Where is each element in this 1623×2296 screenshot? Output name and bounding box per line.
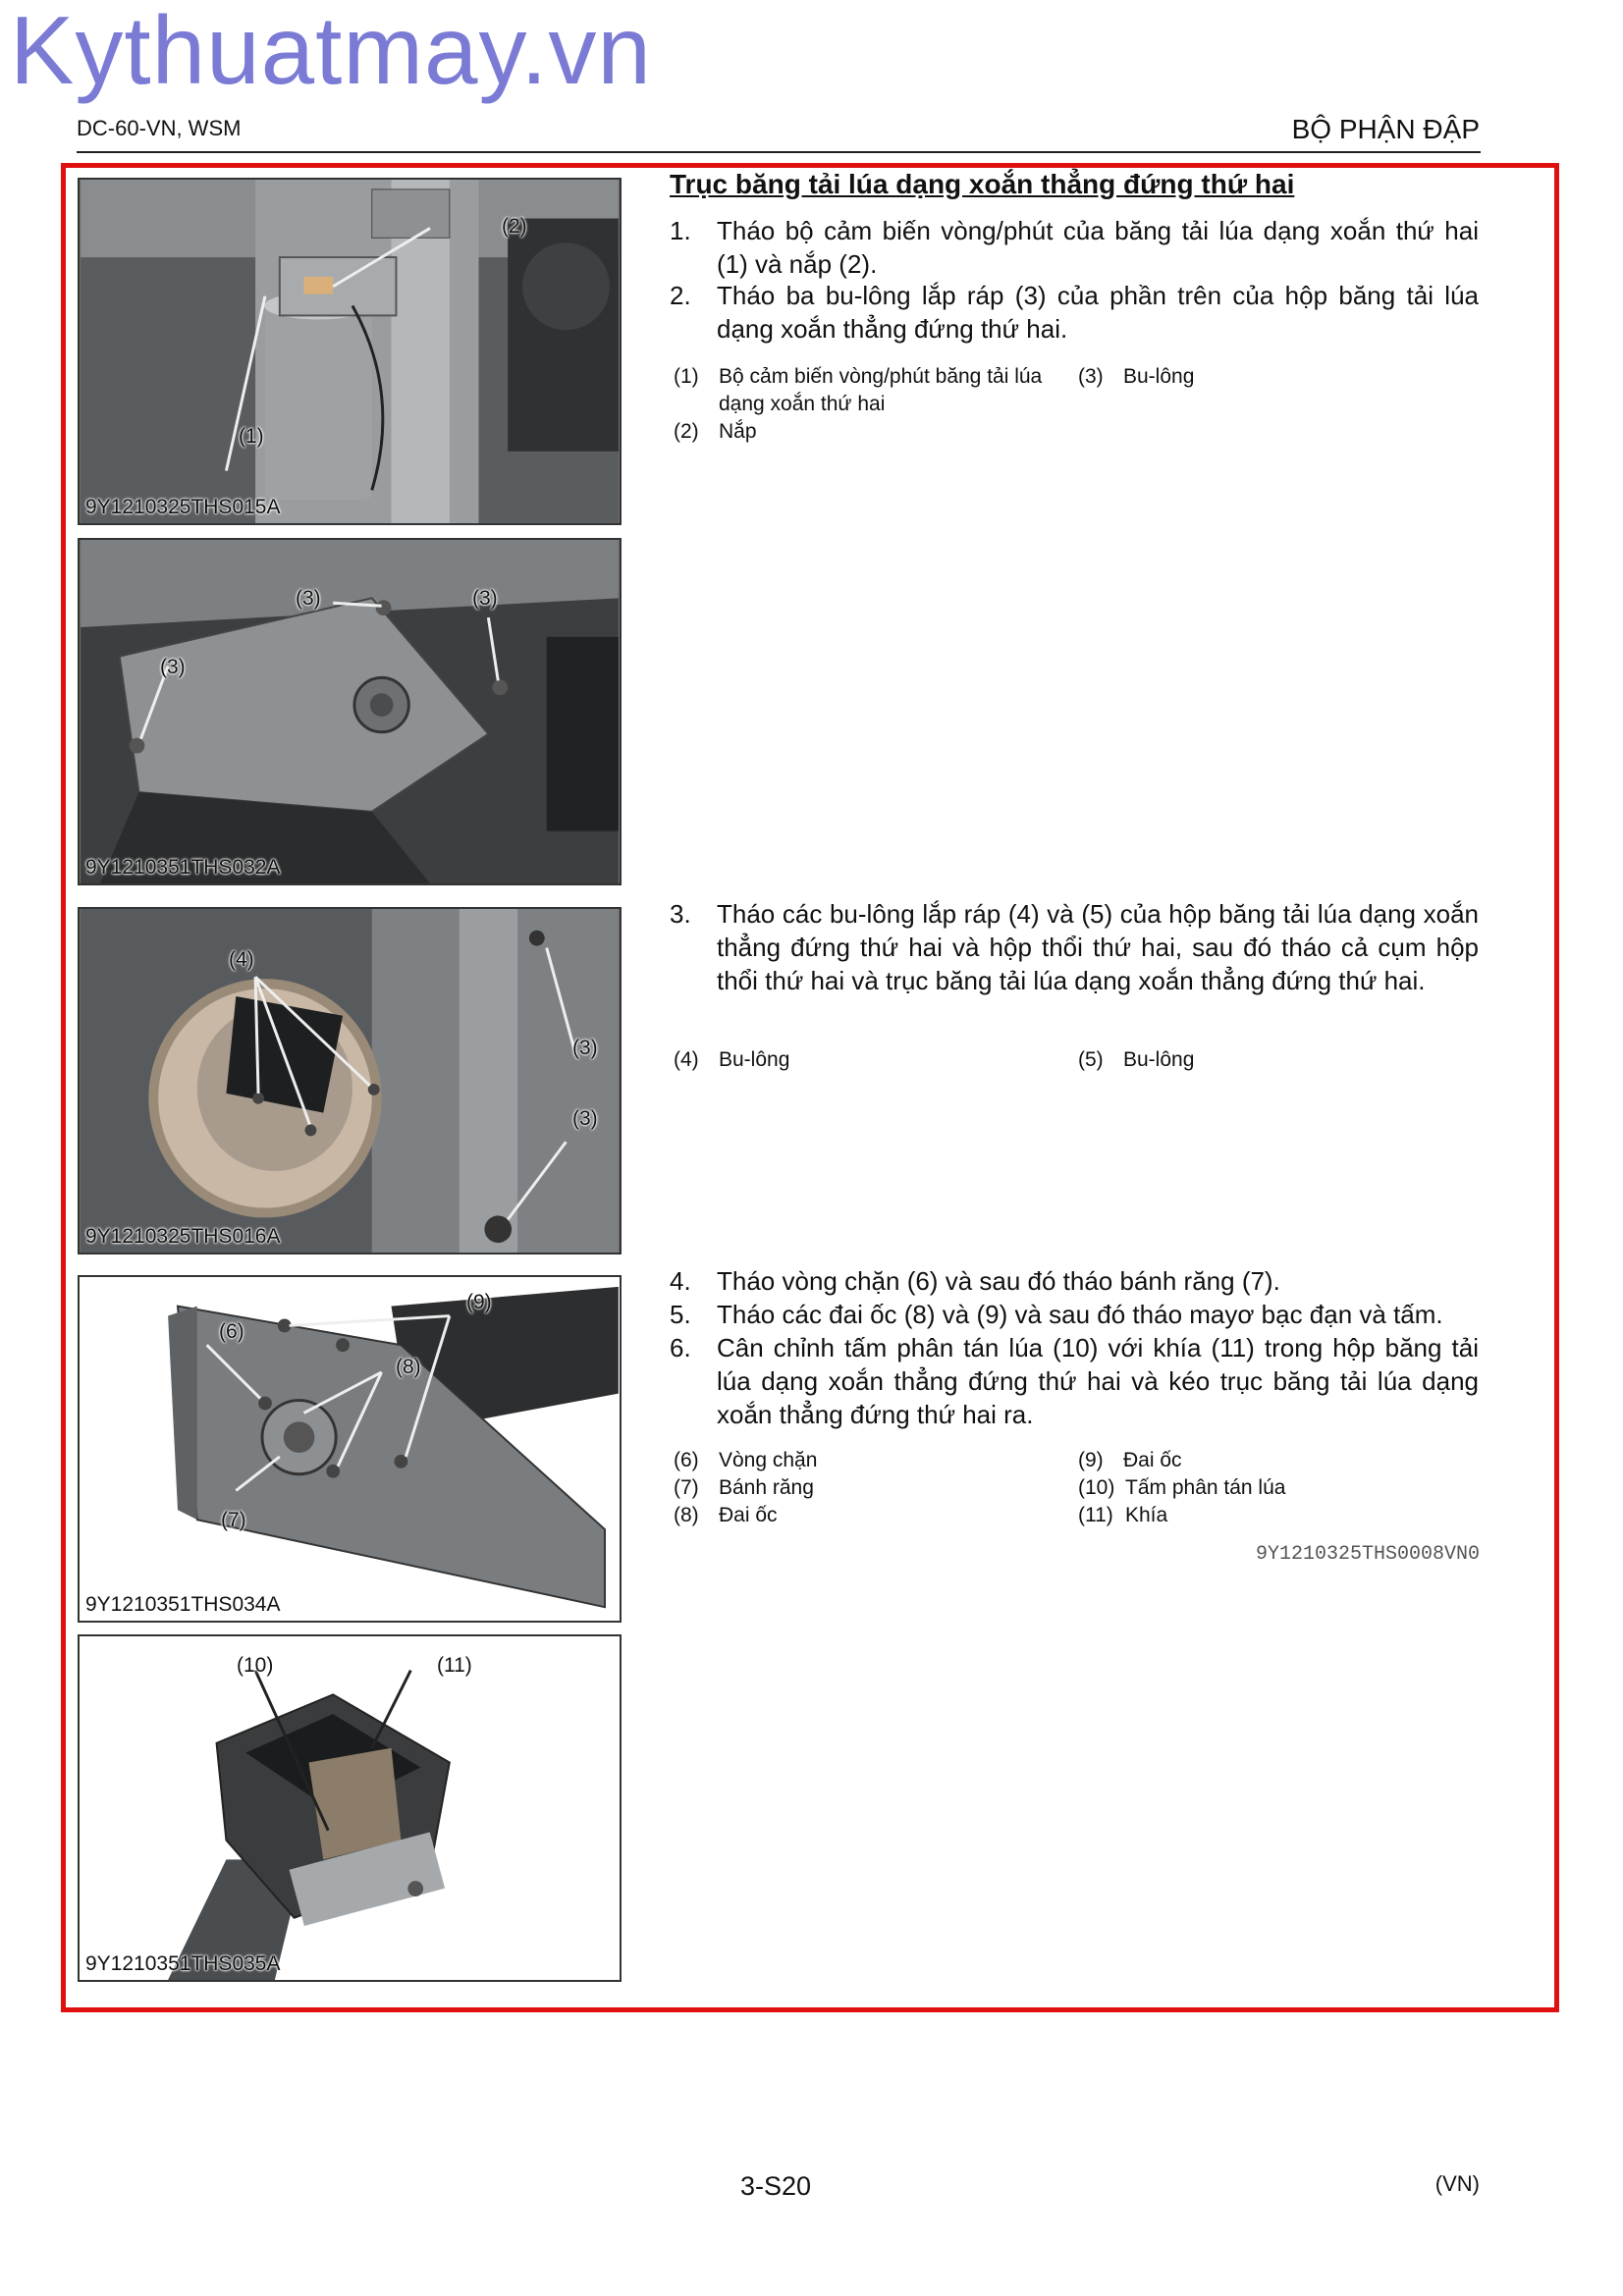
photo-spreader-illustration (80, 1636, 620, 1980)
photo-housing-illustration (80, 909, 620, 1253)
document-id: DC-60-VN, WSM (77, 116, 242, 140)
step-number: 4. (670, 1266, 691, 1296)
legend-text: Bu-lông (719, 1048, 790, 1071)
step-text: Tháo các đai ốc (8) và (9) và sau đó tháo mayơ bạc đạn và tấm. (717, 1300, 1443, 1329)
section-title: BỘ PHẬN ĐẬP (1291, 114, 1480, 144)
legend-item (674, 363, 1086, 418)
photo-blower-housing (78, 907, 622, 1255)
photo-gear-illustration (80, 1277, 620, 1621)
language-code: (VN) (1434, 2171, 1480, 2196)
step-number: 1. (670, 216, 691, 245)
photo-sensor-and-cover (78, 178, 622, 525)
callout-label: (3) (296, 587, 321, 610)
step-text: Tháo ba bu-lông lắp ráp (3) của phần trên của hộp băng tải lúa dạng xoắn thẳng đứng thứ hai. (717, 281, 1479, 344)
legend-number: (7) (674, 1476, 699, 1499)
step-text: Tháo bộ cảm biến vòng/phút của băng tải lúa dạng xoắn thứ hai (1) và nắp (2). (717, 216, 1479, 279)
legend-number: (8) (674, 1504, 699, 1526)
legend-text: Vòng chặn (719, 1449, 818, 1471)
callout-label: (8) (396, 1356, 421, 1378)
callout-label: (9) (466, 1291, 492, 1313)
legend-number: (10) (1078, 1476, 1115, 1499)
photo-gear-assembly (78, 1275, 622, 1623)
step-item (670, 1331, 1479, 1431)
step-number: 5. (670, 1300, 691, 1329)
page-heading: Trục băng tải lúa dạng xoắn thẳng đứng thứ hai (670, 169, 1295, 199)
legend-text: Đai ốc (1123, 1449, 1182, 1471)
callout-label: (10) (237, 1654, 274, 1677)
legend-number: (2) (674, 420, 699, 443)
photo-code: 9Y1210351THS034A (85, 1593, 281, 1616)
legend-text: Bộ cảm biến vòng/phút băng tải lúa dạng xoắn thứ hai (719, 365, 1043, 415)
callout-label: (4) (229, 948, 254, 971)
step-number: 6. (670, 1333, 691, 1362)
reference-code: 9Y1210325THS0008VN0 (1255, 1543, 1480, 1566)
callout-label: (3) (472, 587, 498, 610)
photo-code: 9Y1210351THS035A (85, 1952, 281, 1975)
photo-code: 9Y1210351THS032A (85, 856, 281, 879)
step-item (670, 279, 1479, 346)
legend-text: Khía (1125, 1504, 1168, 1526)
step-text: Tháo vòng chặn (6) và sau đó tháo bánh răng (7). (717, 1266, 1280, 1296)
photo-spreader-plate (78, 1634, 622, 1982)
header-divider (77, 151, 1481, 153)
legend-text: Bu-lông (1123, 365, 1195, 388)
legend-text: Đai ốc (719, 1504, 778, 1526)
step-number: 3. (670, 899, 691, 929)
step-text: Cân chỉnh tấm phân tán lúa (10) với khía (11) trong hộp băng tải lúa dạng xoắn thẳng đứng thứ hai và kéo trục băng tải lúa dạng xoắn thẳng đứng thứ hai ra. (717, 1333, 1479, 1429)
legend-number: (6) (674, 1449, 699, 1471)
step-item (670, 214, 1479, 281)
photo-sensor-illustration (80, 180, 620, 523)
watermark: Kythuatmay.vn (10, 0, 652, 104)
callout-label: (3) (572, 1037, 598, 1059)
photo-code: 9Y1210325THS016A (85, 1225, 281, 1248)
legend-text: Bu-lông (1123, 1048, 1195, 1071)
callout-label: (11) (437, 1654, 472, 1677)
callout-label: (7) (221, 1509, 246, 1531)
legend-number: (4) (674, 1048, 699, 1071)
step-text: Tháo các bu-lông lắp ráp (4) và (5) của hộp băng tải lúa dạng xoắn thẳng đứng thứ hai và hộp thổi thứ hai, sau đó tháo cả cụm hộp thổi thứ hai và trục băng tải lúa dạng xoắn thẳng đứng thứ hai. (717, 899, 1479, 995)
legend-text: Bánh răng (719, 1476, 814, 1499)
legend-text: Nắp (719, 420, 757, 443)
step-number: 2. (670, 281, 691, 310)
page-number: 3-S20 (740, 2171, 812, 2201)
callout-label: (2) (502, 215, 527, 238)
step-item (670, 897, 1479, 1031)
legend-number: (5) (1078, 1048, 1104, 1071)
legend-text: Tấm phân tán lúa (1125, 1476, 1286, 1499)
callout-label: (6) (219, 1320, 244, 1343)
legend-number: (11) (1078, 1504, 1113, 1526)
photo-top-bolts (78, 538, 622, 885)
step-item (670, 1298, 1479, 1331)
callout-label: (3) (572, 1107, 598, 1130)
callout-label: (1) (239, 425, 264, 448)
legend-number: (1) (674, 365, 699, 388)
legend-number: (3) (1078, 365, 1104, 388)
photo-bolts-illustration (80, 540, 620, 883)
step-item (670, 1264, 1479, 1298)
legend-number: (9) (1078, 1449, 1104, 1471)
photo-code: 9Y1210325THS015A (85, 496, 281, 518)
callout-label: (3) (160, 656, 186, 678)
